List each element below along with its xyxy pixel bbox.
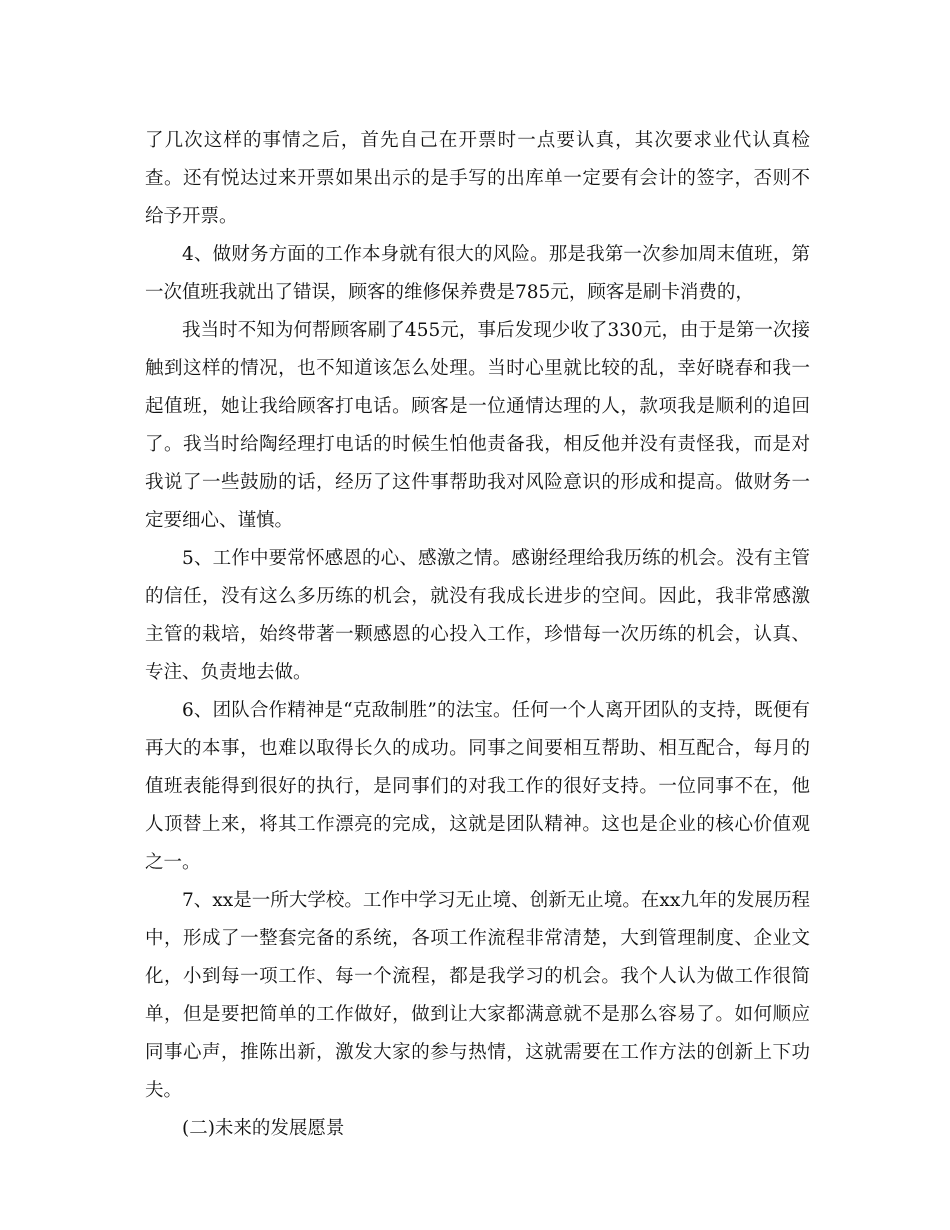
document-page — [145, 122, 810, 1148]
section-heading: (二)未来的发展愿景 — [182, 1118, 345, 1139]
paragraph-item-4: 4、做财务方面的工作本身就有很大的风险。那是我第一次参加周末值班，第一次值班我就出了错误，顾客的维修保养费是785元，顾客是刷卡消费的， — [145, 244, 810, 303]
paragraph-item-6: 6、团队合作精神是“克敌制胜”的法宝。任何一个人离开团队的支持，既便有再大的本事，也难以取得长久的成功。同事之间要相互帮助、相互配合，每月的值班表能得到很好的执行，是同事们的对我工作的很好支持。一位同事不在，他人顶替上来，将其工作漂亮的完成，这就是团队精神。这也是企业的核心价值观之一。 — [145, 700, 810, 873]
paragraph-item-4-continued: 我当时不知为何帮顾客刷了455元，事后发现少收了330元，由于是第一次接触到这样的情况，也不知道该怎么处理。当时心里就比较的乱，幸好晓春和我一起值班，她让我给顾客打电话。顾客是一位通情达理的人，款项我是顺利的追回了。我当时给陶经理打电话的时候生怕他责备我，相反他并没有责怪我，而是对我说了一些鼓励的话，经历了这件事帮助我对风险意识的形成和提高。做财务一定要细心、谨慎。 — [145, 320, 810, 531]
paragraph-item-7: 7、xx是一所大学校。工作中学习无止境、创新无止境。在xx九年的发展历程中，形成了一整套完备的系统，各项工作流程非常清楚，大到管理制度、企业文化，小到每一项工作、每一个流程，都是我学习的机会。我个人认为做工作很简单，但是要把简单的工作做好，做到让大家都满意就不是那么容易了。如何顺应同事心声，推陈出新，激发大家的参与热情，这就需要在工作方法的创新上下功夫。 — [145, 890, 810, 1101]
paragraph-continuation: 了几次这样的事情之后，首先自己在开票时一点要认真，其次要求业代认真检查。还有悦达过来开票如果出示的是手写的出库单一定要有会计的签字，否则不给予开票。 — [145, 130, 810, 227]
paragraph-item-5: 5、工作中要常怀感恩的心、感激之情。感谢经理给我历练的机会。没有主管的信任，没有这么多历练的机会，就没有我成长进步的空间。因此，我非常感激主管的栽培，始终带著一颗感恩的心投入工作，珍惜每一次历练的机会，认真、专注、负责地去做。 — [145, 548, 810, 683]
